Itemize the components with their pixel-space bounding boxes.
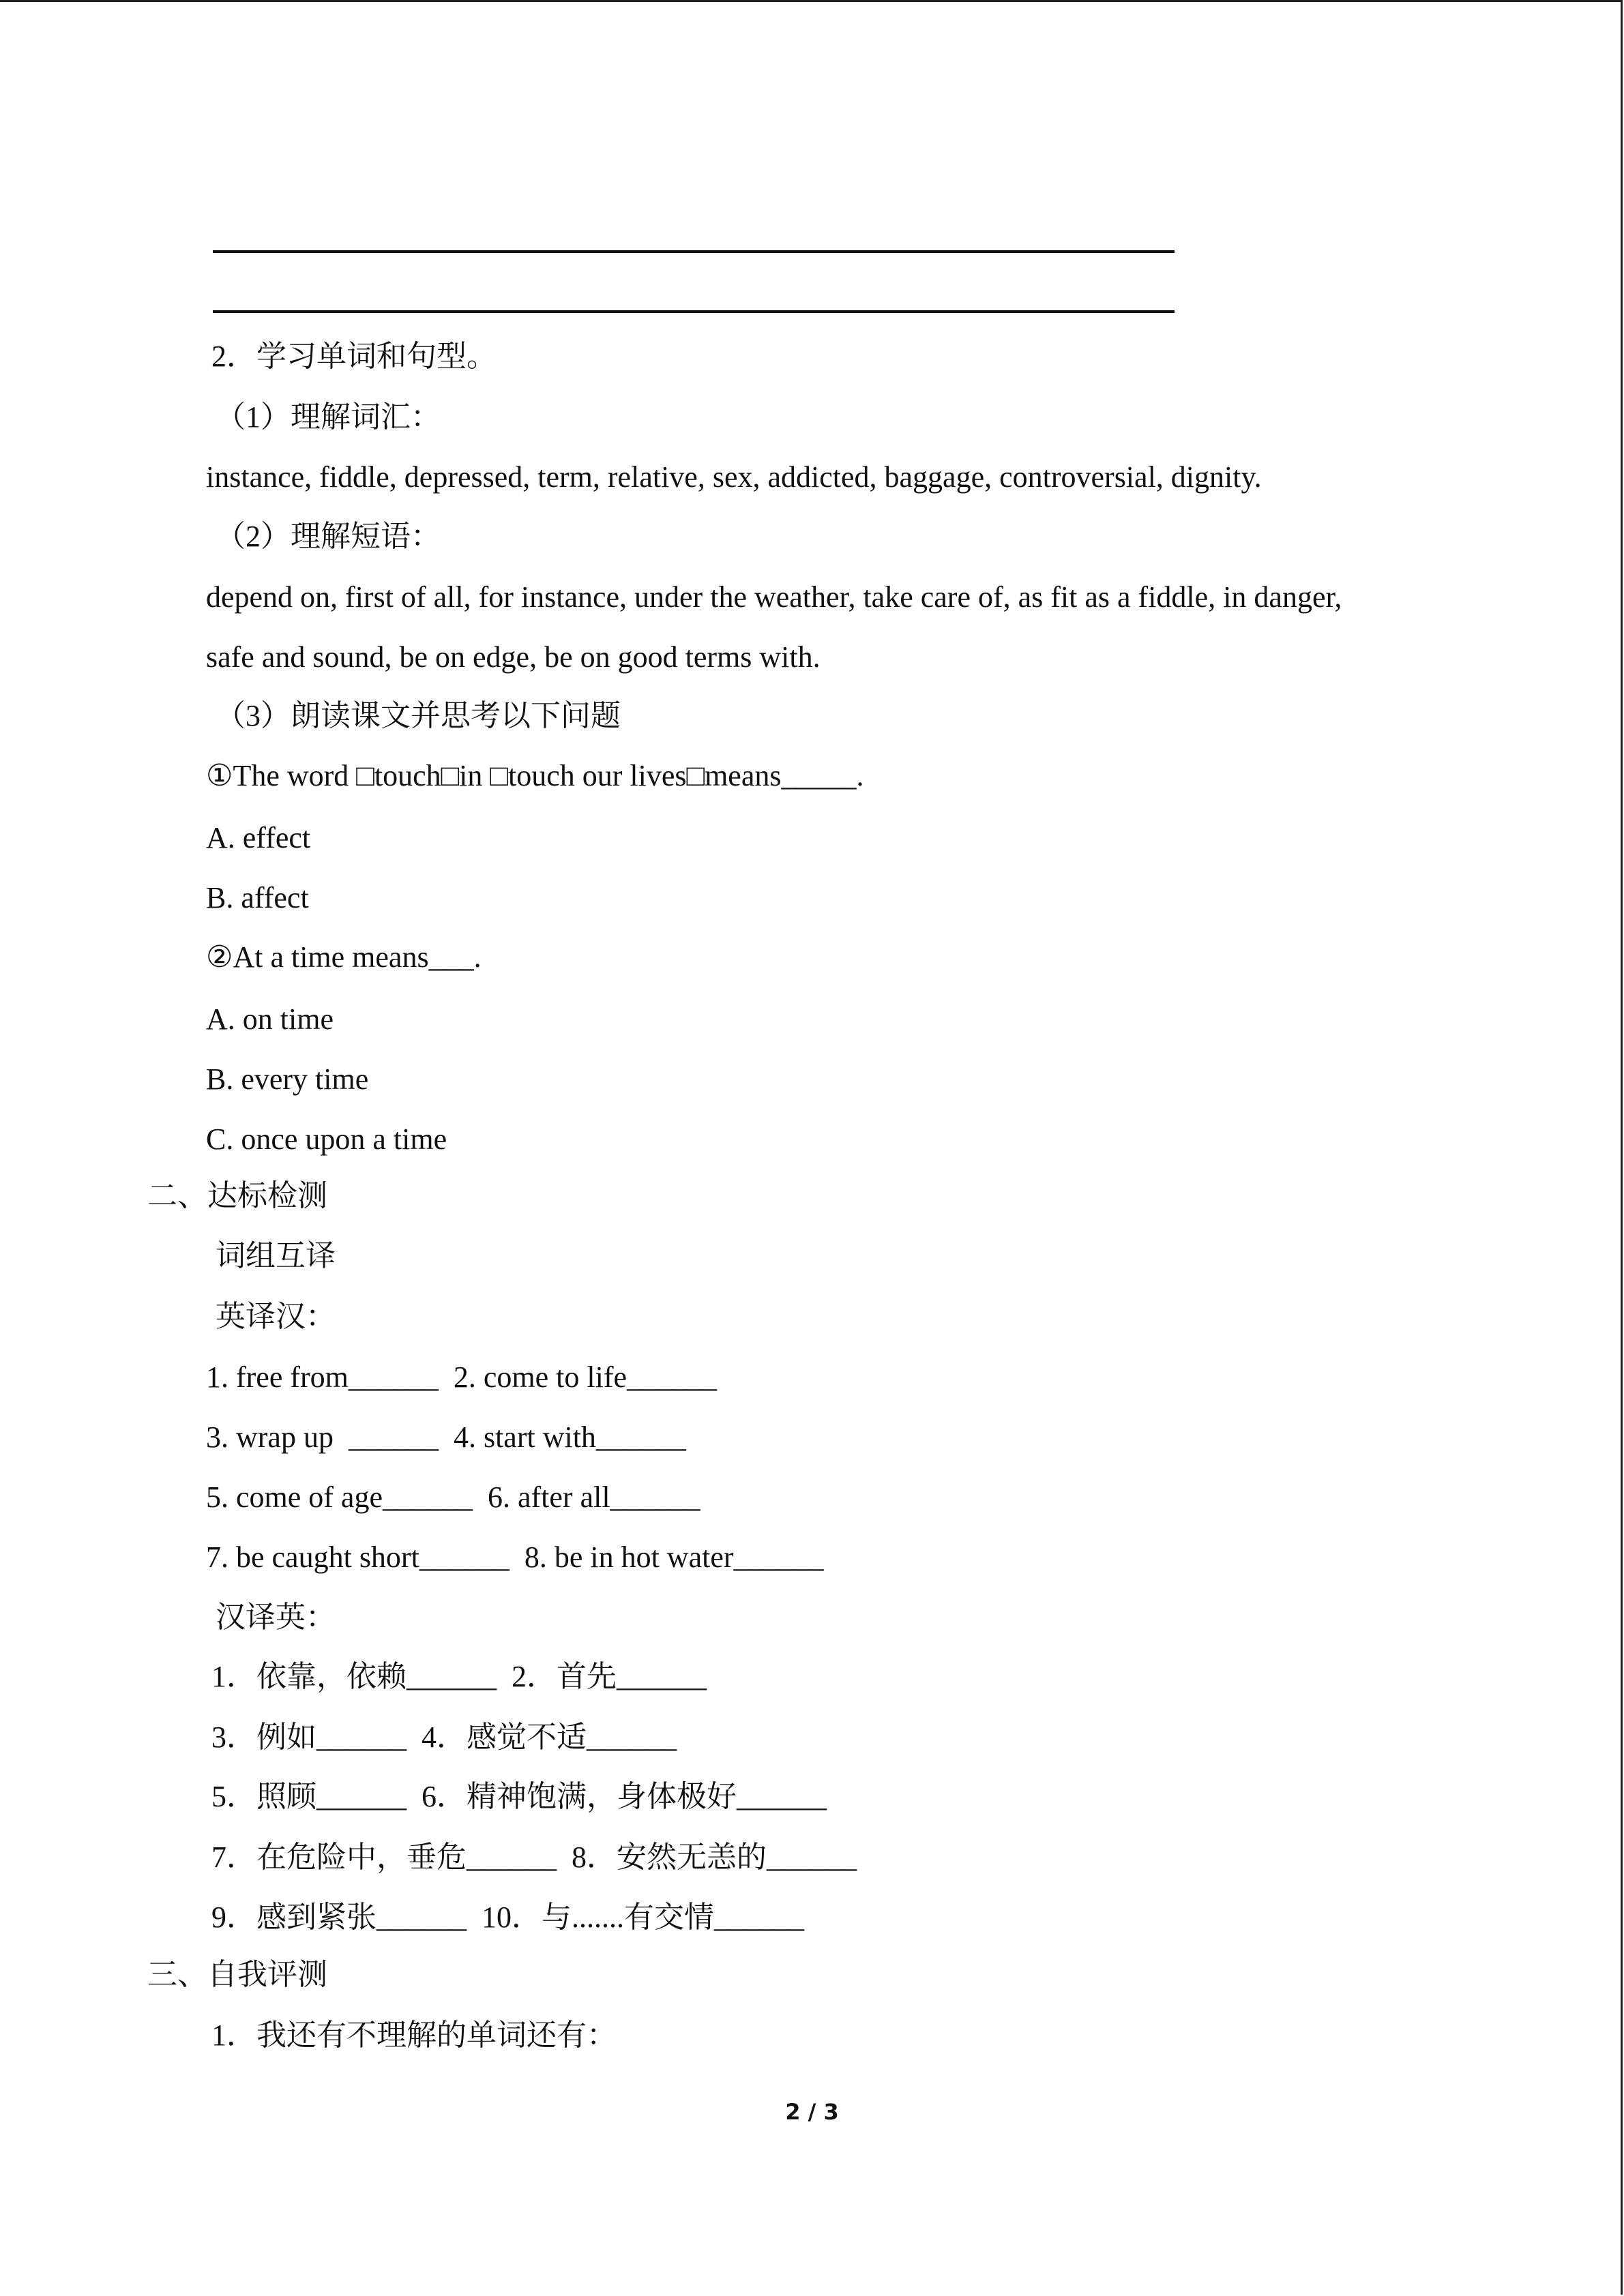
subheading: 英译汉： — [216, 1300, 336, 1333]
option: C. once upon a time — [206, 1122, 447, 1156]
option: A. on time — [206, 1002, 334, 1036]
subheading: 汉译英： — [216, 1600, 336, 1634]
exercise-line: 3. wrap up ______ 4. start with______ — [206, 1420, 686, 1454]
subheading: （2）理解短语： — [216, 520, 441, 553]
exercise-line: 1．依靠，依赖______ 2．首先______ — [211, 1660, 707, 1693]
exercise-line: 3．例如______ 4．感觉不适______ — [211, 1720, 677, 1754]
answer-line — [213, 250, 1175, 253]
page-number: 2 / 3 — [785, 2099, 839, 2125]
exercise-line: 7. be caught short______ 8. be in hot water______ — [206, 1540, 824, 1574]
option: B. affect — [206, 881, 309, 914]
exercise-line: 7．在危险中，垂危______ 8．安然无恙的______ — [211, 1840, 857, 1874]
exercise-line: 1．我还有不理解的单词还有： — [211, 2018, 617, 2052]
subheading: （1）理解词汇： — [216, 400, 441, 434]
answer-line — [213, 310, 1175, 313]
phrase-list: depend on, first of all, for instance, under the weather, take care of, as fit as a fiddle, in danger, — [206, 580, 1342, 614]
subheading: （3）朗读课文并思考以下问题 — [216, 699, 621, 732]
option: A. effect — [206, 821, 311, 854]
question: ①The word □touch□in □touch our lives□means_____. — [206, 759, 864, 792]
section-heading: 2．学习单词和句型。 — [211, 340, 497, 373]
exercise-line: 1. free from______ 2. come to life______ — [206, 1360, 718, 1394]
exercise-line: 5. come of age______ 6. after all______ — [206, 1480, 700, 1514]
section-title: 三、自我评测 — [147, 1958, 327, 1991]
vocabulary-list: instance, fiddle, depressed, term, relative, sex, addicted, baggage, controversial, dignity. — [206, 460, 1262, 494]
exercise-line: 9．感到紧张______ 10．与.......有交情______ — [211, 1900, 804, 1934]
subheading: 词组互译 — [216, 1239, 336, 1272]
option: B. every time — [206, 1062, 369, 1096]
section-title: 二、达标检测 — [147, 1179, 327, 1212]
phrase-list: safe and sound, be on edge, be on good terms with. — [206, 640, 821, 674]
exercise-line: 5．照顾______ 6．精神饱满，身体极好______ — [211, 1780, 827, 1813]
question: ②At a time means___. — [206, 940, 482, 974]
